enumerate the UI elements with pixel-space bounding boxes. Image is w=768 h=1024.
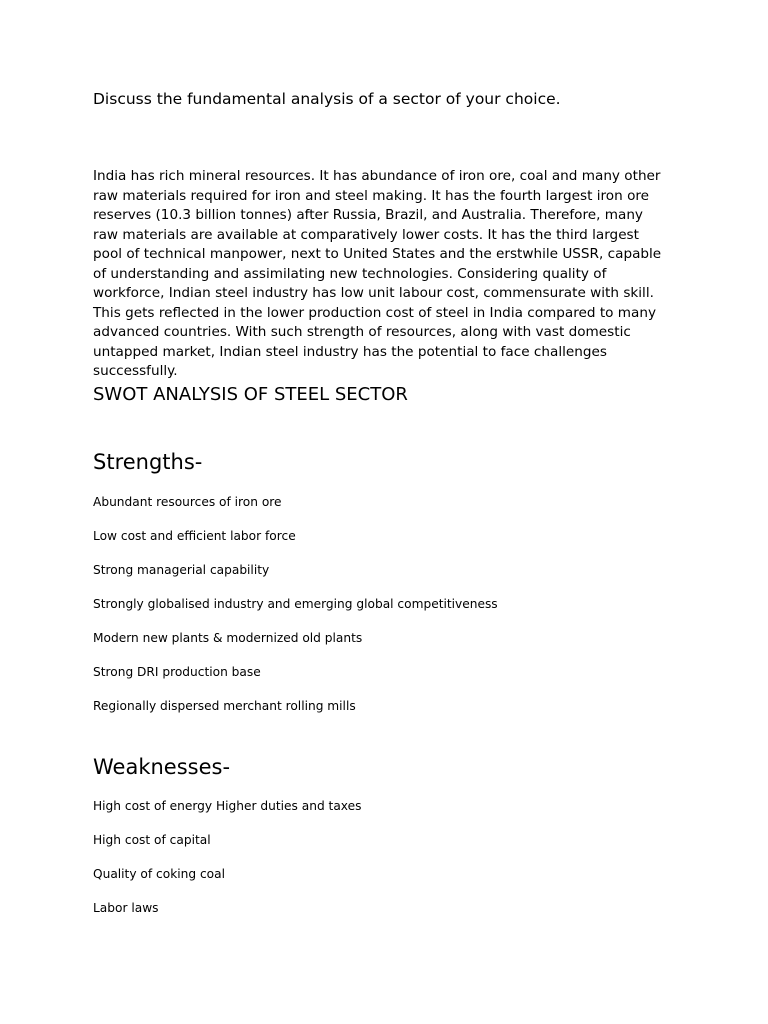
strength-item: Strong managerial capability <box>93 563 270 577</box>
question-text: Discuss the fundamental analysis of a sector of your choice. <box>93 90 561 108</box>
weaknesses-list <box>93 798 361 934</box>
strength-item: Strong DRI production base <box>93 665 261 679</box>
weaknesses-heading: Weaknesses- <box>93 755 231 779</box>
weakness-item: Labor laws <box>93 901 159 915</box>
weakness-item: High cost of capital <box>93 833 211 847</box>
swot-title: SWOT ANALYSIS OF STEEL SECTOR <box>93 384 408 405</box>
weakness-item: High cost of energy Higher duties and taxes <box>93 799 362 813</box>
intro-paragraph: India has rich mineral resources. It has abundance of iron ore, coal and many other raw materials required for iron and steel making. It has the fourth largest iron ore reserves (10.3 billion tonnes) after Russia, Brazil, and Australia. Therefore, many raw materials are available at comparatively lower costs. It has the third largest pool of technical manpower, next to United States and the erstwhile USSR, capable of understanding and assimilating new technologies. Considering quality of workforce, Indian steel industry has low unit labour cost, commensurate with skill. This gets reflected in the lower production cost of steel in India compared to many advanced countries. With such strength of resources, along with vast domestic untapped market, Indian steel industry has the potential to face challenges successfully. <box>93 168 662 379</box>
strength-item: Regionally dispersed merchant rolling mills <box>93 699 356 713</box>
strength-item: Modern new plants & modernized old plants <box>93 631 363 645</box>
weakness-item: Quality of coking coal <box>93 867 225 881</box>
strength-item: Strongly globalised industry and emerging global competitiveness <box>93 597 498 611</box>
strength-item: Low cost and efficient labor force <box>93 529 296 543</box>
strengths-heading: Strengths- <box>93 450 203 474</box>
strength-item: Abundant resources of iron ore <box>93 495 282 509</box>
strengths-list <box>93 494 498 732</box>
